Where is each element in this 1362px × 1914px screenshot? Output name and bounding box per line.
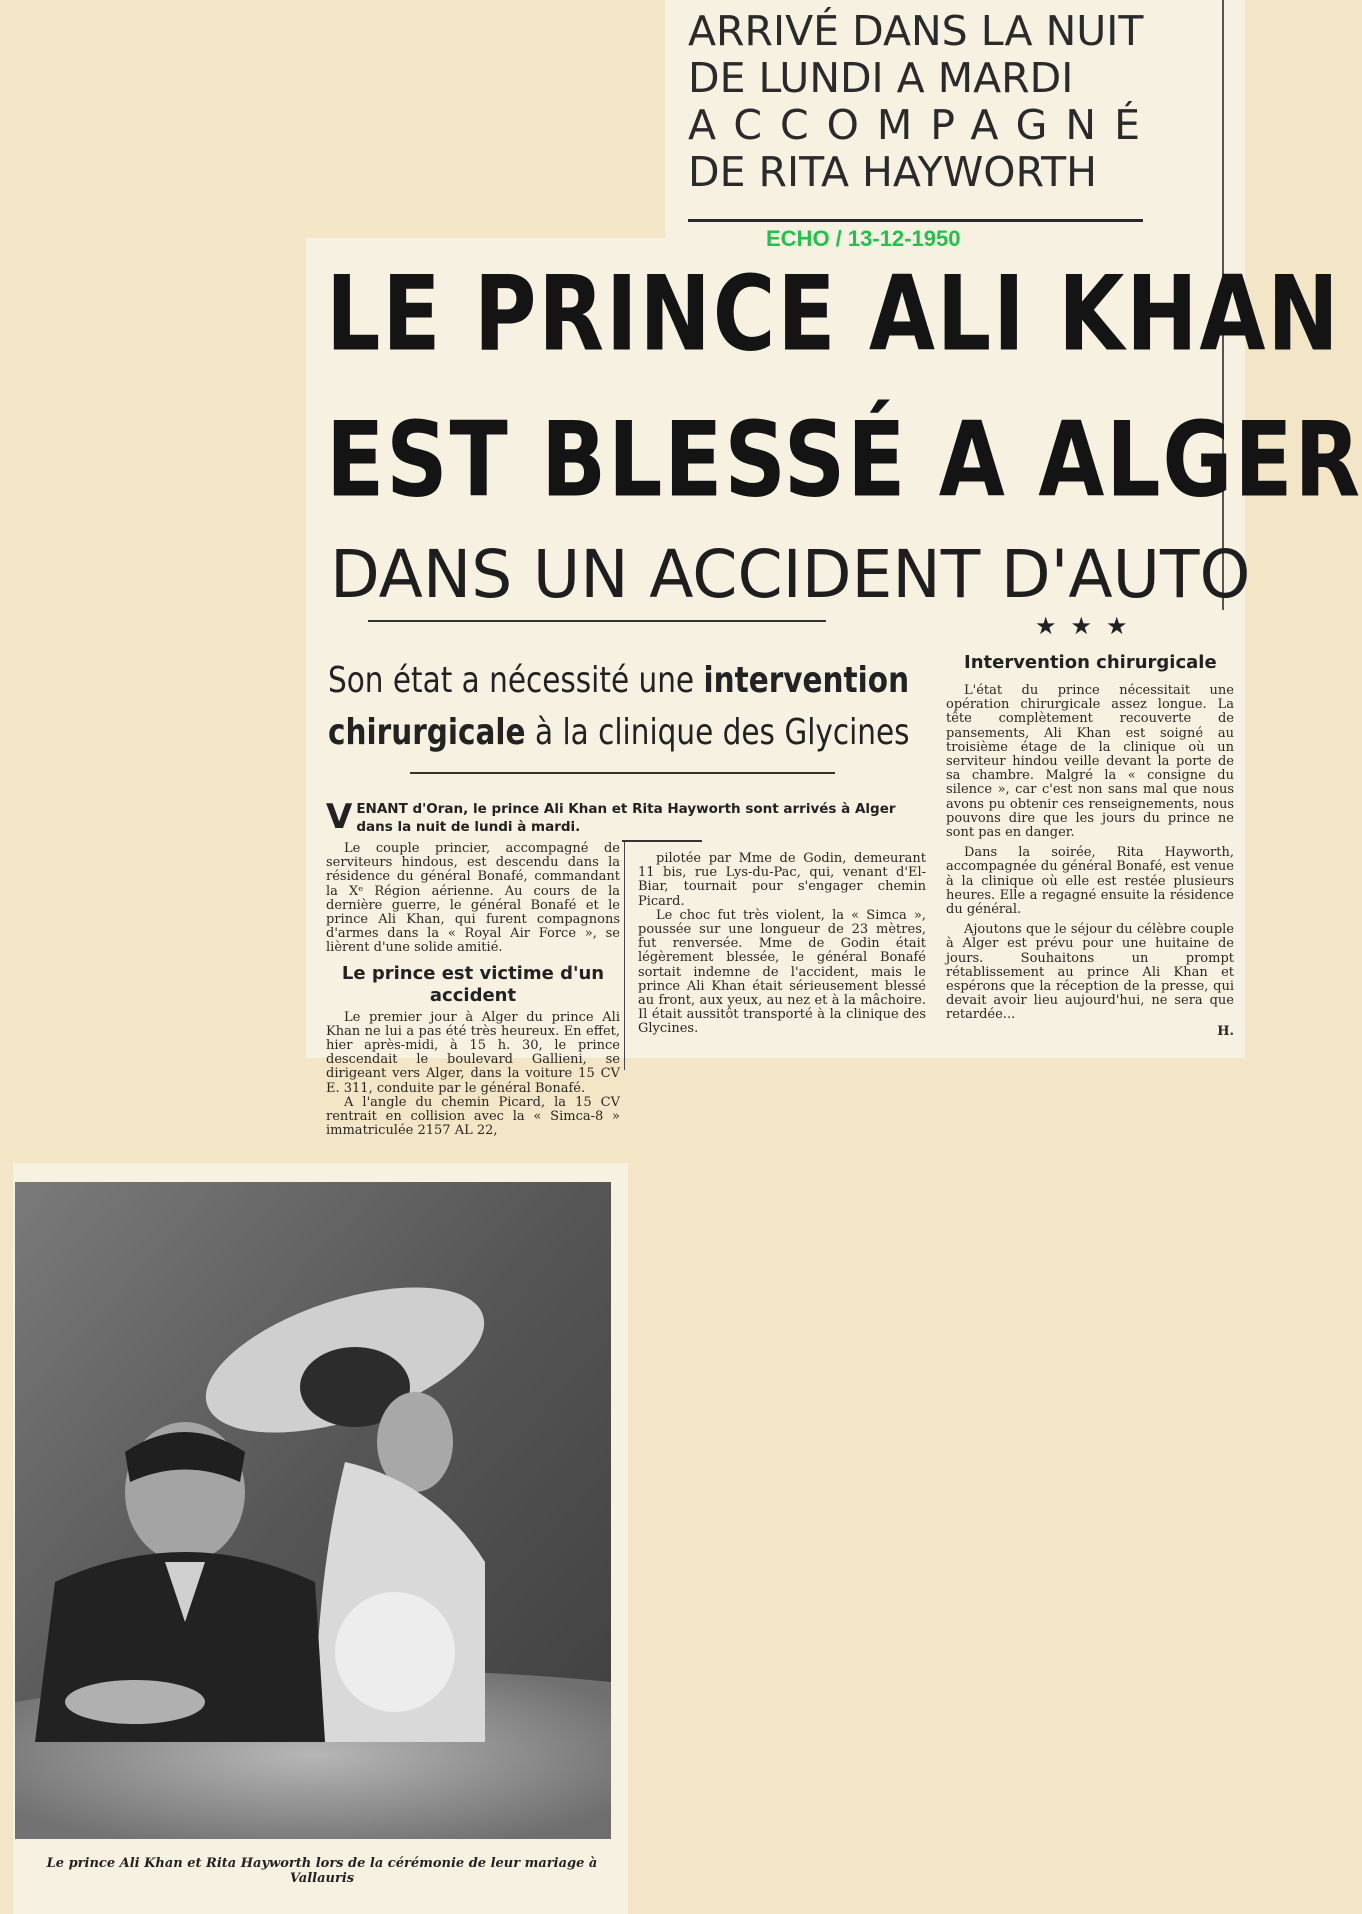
col1-paragraph-2: Le premier jour à Alger du prince Ali Khan ne lui a pas été très heureux. En effet, hier après-midi, à 15 h. 30, le prince descendait le boulevard Gallieni, se dirigeant vers Alger, dans la voiture 15 CV E. 311, conduite par le général Bonafé. <box>326 1009 620 1096</box>
col3-heading: Intervention chirurgicale <box>964 652 1217 673</box>
photo-caption: Le prince Ali Khan et Rita Hayworth lors de la cérémonie de leur mariage à Vallauris <box>46 1856 598 1886</box>
column-rule-1 <box>624 842 625 1070</box>
column-3 <box>946 652 1234 1039</box>
wedding-photo-image <box>15 1182 611 1839</box>
col1-subheading: Le prince est victime d'un accident <box>341 962 605 1006</box>
subhead-part-4: à la clinique des Glycines <box>525 712 910 753</box>
lead-rule <box>622 840 702 842</box>
headline-rule <box>368 620 826 622</box>
wedding-photo <box>15 1182 611 1839</box>
col2-paragraph-2: Le choc fut très violent, la « Simca », poussée sur une longueur de 23 mètres, fut renversée. Mme de Godin était légèrement blessée, le général Bonafé sortait indemne de l'accident, mais le prince Ali Khan était sérieusement blessé au front, aux yeux, au nez et à la mâchoire. Il était aussitôt transporté à la clinique des Glycines. <box>638 907 926 1037</box>
column-2 <box>638 852 926 1037</box>
kicker-line-3: ACCOMPAGNÉ <box>688 101 1159 149</box>
author-signature: H. <box>1217 1023 1234 1039</box>
col3-paragraph-1: L'état du prince nécessitait une opération chirurgicale assez longue. La tête complètement recouverte de pansements, Ali Khan est soigné au troisième étage de la clinique où un serviteur hindou veille devant la porte de sa chambre. Malgré la « consigne du silence », car c'est non sans mal que nous avons pu obtenir ces renseignements, nous pouvons dire que les jours du prince ne sont pas en danger. <box>946 683 1234 841</box>
drop-cap: V <box>326 797 353 837</box>
subheadline <box>328 655 910 759</box>
stars-ornament: ★★★ <box>1035 612 1142 640</box>
lead-paragraph <box>326 797 926 837</box>
kicker-line-2: DE LUNDI A MARDI <box>688 54 1074 102</box>
headline-line-1: LE PRINCE ALI KHAN <box>326 253 1341 375</box>
subhead-rule <box>410 772 835 774</box>
subhead-part-3: chirurgicale <box>328 712 526 753</box>
kicker-line-1: ARRIVÉ DANS LA NUIT <box>688 7 1144 55</box>
col1-paragraph-3: A l'angle du chemin Picard, la 15 CV rentrait en collision avec la « Simca-8 » immatriculée 2157 AL 22, <box>326 1094 620 1139</box>
headline-line-2: EST BLESSÉ A ALGER <box>326 399 1362 521</box>
col1-paragraph-1: Le couple princier, accompagné de serviteurs hindous, est descendu dans la résidence du général Bonafé, commandant la Xᵉ Région aérienne. Au cours de la dernière guerre, le général Bonafé et le prince Ali Khan, qui furent compagnons d'armes dans la « Royal Air Force », se lièrent d'une solide amitié. <box>326 841 620 956</box>
lead-text: ENANT d'Oran, le prince Ali Khan et Rita Hayworth sont arrivés à Alger dans la nuit de lundi à mardi. <box>356 801 896 835</box>
kicker-line-4: DE RITA HAYWORTH <box>688 148 1097 196</box>
subhead-part-2: intervention <box>703 660 910 701</box>
column-1 <box>326 842 620 1138</box>
source-date-stamp: ECHO / 13-12-1950 <box>766 226 961 251</box>
subhead-part-1: Son état a nécessité une <box>328 660 704 701</box>
col3-paragraph-3: Ajoutons que le séjour du célèbre couple à Alger est prévu pour une huitaine de jours. Souhaitons un prompt rétablissement au prince Ali Khan et espérons que la réception de la presse, qui devait avoir lieu aujourd'hui, ne sera que retardée... <box>946 922 1234 1023</box>
kicker-rule <box>688 219 1143 222</box>
kicker <box>688 7 1159 196</box>
headline-line-3: DANS UN ACCIDENT D'AUTO <box>330 536 1251 613</box>
col2-paragraph-1: pilotée par Mme de Godin, demeurant 11 bis, rue Lys-du-Pac, qui, venant d'El-Biar, tournait pour s'engager chemin Picard. <box>638 851 926 909</box>
col3-paragraph-2: Dans la soirée, Rita Hayworth, accompagnée du général Bonafé, est venue à la clinique où elle est restée plusieurs heures. Elle a regagné ensuite la résidence du général. <box>946 845 1234 918</box>
